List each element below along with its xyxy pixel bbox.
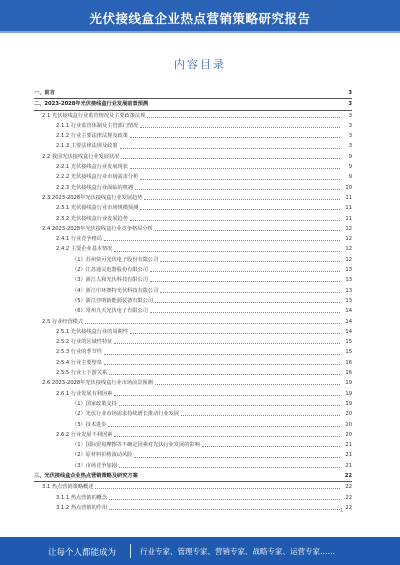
footer-divider xyxy=(130,544,131,558)
toc-leader-dots xyxy=(155,229,340,231)
toc-entry-page: 13 xyxy=(345,297,352,304)
toc-leader-dots xyxy=(114,342,340,344)
toc-entry[interactable] xyxy=(34,306,352,316)
toc-entry-page: 12 xyxy=(345,225,352,232)
toc-entry[interactable] xyxy=(34,358,352,368)
toc-entry[interactable] xyxy=(34,131,352,141)
toc-leader-dots xyxy=(147,116,340,118)
toc-entry-title: 三、光伏接线盒企业热点营销策略及研究方案 xyxy=(34,472,138,479)
toc-leader-dots xyxy=(181,414,340,416)
toc-entry-page: 14 xyxy=(345,328,352,335)
toc-entry-page: 19 xyxy=(345,380,352,387)
toc-leader-dots xyxy=(109,508,340,510)
toc-entry-title: （2）光伏行业市场需求持续增长推动行业发展 xyxy=(72,411,180,418)
toc-entry-title: 3.1.2 热点营销的作用 xyxy=(56,504,108,511)
toc-entry-title: 2.2.2 光伏接线盒行业市场需求分析 xyxy=(56,174,139,181)
toc-entry-page: 16 xyxy=(345,359,352,366)
toc-entry-title: （3）技术进步 xyxy=(72,421,107,428)
toc-leader-dots xyxy=(140,477,340,478)
toc-entry-title: 2.3 2023-2028年光伏接线盒行业发展趋势 xyxy=(42,194,143,201)
toc-entry-title: 2.3.2 光伏接线盒行业发展趋势 xyxy=(56,215,128,222)
toc-entry-title: 2.4.1 行业竞争格局 xyxy=(56,236,102,243)
toc-entry[interactable] xyxy=(34,141,352,151)
toc-leader-dots xyxy=(130,219,340,221)
toc-entry-page: 11 xyxy=(345,205,352,212)
toc-entry-title: （1）苏州快可光伏电子股份有限公司 xyxy=(72,256,159,263)
toc-entry-page: 12 xyxy=(345,236,352,243)
toc-entry-page: 9 xyxy=(348,174,352,181)
toc-entry-page: 13 xyxy=(345,277,352,284)
toc-entry-title: 二、2023-2028年光伏接线盒行业发展前景预测 xyxy=(34,101,149,108)
toc-entry-page: 3 xyxy=(348,101,352,108)
toc-entry[interactable] xyxy=(34,503,352,513)
toc-leader-dots xyxy=(140,208,340,210)
toc-entry[interactable] xyxy=(34,275,352,285)
toc-entry-title: （1）国际贸易摩擦等不确定因素对光伏行业发展的影响 xyxy=(72,442,200,449)
toc-entry-title: 2.3.1 光伏接线盒行业市场规模预测 xyxy=(56,205,139,212)
toc-entry-page: 21 xyxy=(345,442,352,449)
footer-banner xyxy=(0,537,400,565)
toc-entry-title: 2.6.2 行业发展不利因素 xyxy=(56,431,113,438)
toc-entry-title: （3）市场竞争加剧 xyxy=(72,462,117,469)
toc-entry[interactable] xyxy=(34,378,352,388)
toc-entry-title: （2）原材料价格波动风险 xyxy=(72,452,133,459)
toc-entry-title: 2.5.5 行业上下游关系 xyxy=(56,370,108,377)
toc-entry-title: 2.5.4 行业主要壁垒 xyxy=(56,359,102,366)
toc-entry-page: 3 xyxy=(348,143,352,150)
toc-entry[interactable] xyxy=(34,399,352,409)
toc-entry[interactable] xyxy=(34,493,352,503)
toc-entry-title: 2.5.3 行业的季节性 xyxy=(56,349,102,356)
toc-entry-title: 2.5 行业经营模式 xyxy=(42,318,84,325)
toc-entry-title: 2.6.1 行业发展有利因素 xyxy=(56,390,113,397)
toc-leader-dots xyxy=(155,301,340,303)
toc-entry-page: 3 xyxy=(348,90,352,96)
toc-entry[interactable] xyxy=(34,286,352,296)
toc-entry[interactable] xyxy=(34,337,352,347)
toc-entry-title: 2.2.3 光伏接线盒行业面临的机遇 xyxy=(56,184,134,191)
toc-entry-page: 9 xyxy=(348,153,352,160)
toc-leader-dots xyxy=(85,322,340,324)
toc-entry-page: 19 xyxy=(345,390,352,397)
toc-entry-page: 12 xyxy=(345,246,352,253)
toc-entry[interactable] xyxy=(34,440,352,450)
toc-entry[interactable] xyxy=(34,368,352,378)
toc-leader-dots xyxy=(160,291,340,293)
toc-entry-page: 22 xyxy=(345,494,352,501)
toc-entry[interactable] xyxy=(34,430,352,440)
toc-entry[interactable] xyxy=(34,347,352,357)
toc-leader-dots xyxy=(150,280,340,282)
toc-leader-dots xyxy=(155,383,340,385)
toc-entry-title: 2.4.2 主要企业基本情况 xyxy=(56,246,113,253)
toc-leader-dots xyxy=(108,425,340,427)
toc-entry[interactable] xyxy=(34,234,352,244)
toc-leader-dots xyxy=(130,167,340,169)
toc-entry-page: 3 xyxy=(348,112,352,119)
toc-leader-dots xyxy=(109,498,340,500)
report-title: 光伏接线盒企业热点营销策略研究报告 xyxy=(89,11,311,26)
toc-entry-title: 2.5.2 行业的区域性特征 xyxy=(56,339,113,346)
toc-entry-page: 21 xyxy=(345,462,352,469)
toc-leader-dots xyxy=(130,332,340,334)
toc-entry-title: 2.4 2023-2028年光伏接线盒行业竞争格局分析 xyxy=(42,225,153,232)
toc-entry-page: 20 xyxy=(345,421,352,428)
toc-entry[interactable] xyxy=(34,317,352,327)
toc-entry-page: 14 xyxy=(345,318,352,325)
toc-heading: 内容目录 xyxy=(174,58,226,71)
toc-entry-page: 15 xyxy=(345,349,352,356)
toc-entry[interactable] xyxy=(34,409,352,419)
toc-leader-dots xyxy=(104,239,340,241)
toc-leader-dots xyxy=(130,136,340,138)
toc-leader-dots xyxy=(95,487,340,489)
toc-entry-page: 11 xyxy=(345,215,352,222)
toc-entry-page: 22 xyxy=(344,472,352,479)
toc-leader-dots xyxy=(140,126,340,128)
toc-entry[interactable] xyxy=(34,193,352,203)
toc-leader-dots xyxy=(114,250,340,252)
toc-entry[interactable] xyxy=(34,482,352,492)
toc-entry-page: 13 xyxy=(345,267,352,274)
toc-entry-page: 11 xyxy=(345,194,352,201)
toc-entry-page: 10 xyxy=(345,184,352,191)
toc-leader-dots xyxy=(109,373,340,375)
toc-entry-title: （1）国家政策支持 xyxy=(72,400,117,407)
toc-leader-dots xyxy=(150,311,340,313)
toc-entry-page: 15 xyxy=(345,339,352,346)
toc-entry[interactable] xyxy=(34,327,352,337)
footer-slogan: 让每个人都能成为 xyxy=(48,548,117,558)
toc-entry-page: 19 xyxy=(345,400,352,407)
toc-entry-title: 2.1 光伏接线盒行业监管情况及主要政策法规 xyxy=(42,112,146,119)
toc-entry-title: 3.1 热点营销策略概述 xyxy=(42,484,94,491)
toc-entry-page: 20 xyxy=(345,431,352,438)
toc-entry-page: 12 xyxy=(345,256,352,263)
toc-entry-title: 2.6 2023-2028年光伏接线盒行业市场前景预测 xyxy=(42,380,153,387)
toc-entry[interactable] xyxy=(34,99,352,110)
toc-entry-title: （5）浙江佳明新能源装备有限公司 xyxy=(72,297,154,304)
toc-entry[interactable] xyxy=(34,389,352,399)
toc-entry-title: （4）浙江中环赛特光伏科技有限公司 xyxy=(72,287,159,294)
toc-entry-title: 2.1.3 主要法律法规及政策 xyxy=(56,143,118,150)
toc-entry[interactable] xyxy=(34,214,352,224)
toc-entry-page: 20 xyxy=(345,411,352,418)
toc-leader-dots xyxy=(114,394,340,396)
toc-entry-page: 3 xyxy=(348,122,352,129)
toc-entry-page: 21 xyxy=(345,452,352,459)
toc-entry[interactable] xyxy=(34,471,352,482)
toc-leader-dots xyxy=(120,147,340,149)
toc-leader-dots xyxy=(150,105,340,106)
toc-entry-title: 2.5.1 光伏接线盒行业的周期性 xyxy=(56,328,128,335)
toc-entry[interactable] xyxy=(34,172,352,182)
toc-entry-page: 13 xyxy=(345,287,352,294)
toc-entry[interactable] xyxy=(34,296,352,306)
toc-leader-dots xyxy=(104,363,340,365)
toc-entry[interactable] xyxy=(34,121,352,131)
toc-entry[interactable] xyxy=(34,162,352,172)
toc-entry[interactable] xyxy=(34,461,352,471)
toc-leader-dots xyxy=(57,94,340,95)
toc-leader-dots xyxy=(202,445,340,447)
toc-entry-title: 一、前言 xyxy=(34,90,55,96)
toc-entry[interactable] xyxy=(34,183,352,193)
toc-entry-title: 2.2 我国光伏接线盒行业发展状况 xyxy=(42,153,120,160)
table-of-contents xyxy=(34,88,352,513)
toc-entry[interactable] xyxy=(34,203,352,213)
toc-leader-dots xyxy=(121,157,340,159)
toc-entry[interactable] xyxy=(34,88,352,99)
toc-entry[interactable] xyxy=(34,224,352,234)
toc-leader-dots xyxy=(160,260,340,262)
toc-entry[interactable] xyxy=(34,265,352,275)
toc-entry[interactable] xyxy=(34,420,352,430)
toc-leader-dots xyxy=(150,270,340,272)
toc-entry-title: 2.2.1 光伏接线盒行业发展现状 xyxy=(56,164,128,171)
toc-entry-page: 14 xyxy=(345,308,352,315)
toc-entry-title: 2.1.1 行业监管体制及主管部门情况 xyxy=(56,122,139,129)
toc-entry-page: 9 xyxy=(348,164,352,171)
toc-entry[interactable] xyxy=(34,450,352,460)
toc-entry-page: 22 xyxy=(345,484,352,491)
toc-entry[interactable] xyxy=(34,255,352,265)
toc-entry-page: 16 xyxy=(345,370,352,377)
toc-leader-dots xyxy=(114,435,340,437)
toc-leader-dots xyxy=(119,466,340,468)
toc-entry-page: 3 xyxy=(348,133,352,140)
toc-entry[interactable] xyxy=(34,111,352,121)
toc-leader-dots xyxy=(104,353,340,355)
page-number: 1 xyxy=(340,508,344,514)
toc-entry-title: 2.1.2 行业主要法律法规及政策 xyxy=(56,133,128,140)
toc-entry-title: 3.1.1 热点营销的概念 xyxy=(56,494,108,501)
toc-leader-dots xyxy=(119,404,340,406)
toc-leader-dots xyxy=(144,198,340,200)
report-header-banner xyxy=(0,0,400,33)
toc-entry-title: （6）常州九天光伏电子有限公司 xyxy=(72,308,148,315)
toc-leader-dots xyxy=(140,178,340,180)
toc-entry-page: 22 xyxy=(345,504,352,511)
footer-roles: 行业专家、管理专家、营销专家、战略专家、运营专家…… xyxy=(140,547,335,556)
toc-entry[interactable] xyxy=(34,244,352,254)
toc-leader-dots xyxy=(135,188,340,190)
toc-entry[interactable] xyxy=(34,152,352,162)
toc-leader-dots xyxy=(134,456,340,458)
toc-entry-title: （3）浙江人和光伏科技有限公司 xyxy=(72,277,148,284)
toc-entry-title: （2）江苏通灵电器股份有限公司 xyxy=(72,267,148,274)
